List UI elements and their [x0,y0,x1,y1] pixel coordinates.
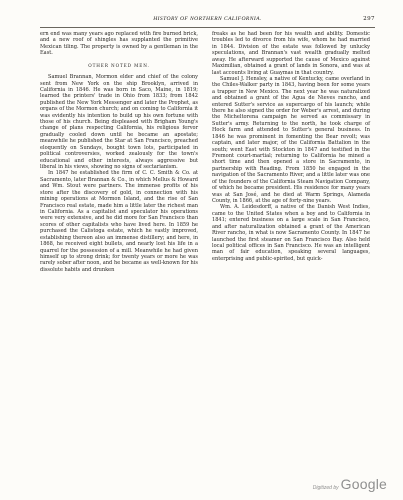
paragraph-leidesdorff: Wm. A. Leidesdorff, a native of the Danish West Indies, came to the United States when a boy and to California in 1841; entered business on a large scale in San Francisco, and after naturalization obtained a grant of the American River rancho, in what is now Sacramento County. In 1847 he launched the first steamer on San Francisco Bay. Also held local political offices in San Francisco. He was an intelligent man of fair education, speaking several languages, enterprising and public-spirited, but quick- [212,204,370,262]
running-head [40,16,375,26]
header-rule [40,27,375,28]
page-number: 297 [363,16,375,22]
right-column [212,31,370,262]
watermark-prefix: Digitized by [312,485,339,491]
paragraph-continuation: ern end was many years ago replaced with fire burned brick, and a new roof of shingles has supplanted the primitive Mexican tiling. The property is owned by a gentleman in the East. [40,31,198,57]
paragraph-continuation-right: freaks as he had been for his wealth and ability. Domestic troubles led to divorce from his wife, whom he had married in 1844. Division of the estate was followed by unlucky speculations, and Brannan's vast wealth gradually melted away. He afterward supported the cause of Mexico against Maximilian, obtained a grant of lands in Sonora, and was at last accounts living at Guaymas in that country. [212,31,370,76]
watermark-brand: Google [340,476,387,492]
paragraph-brannan-firm: In 1847 he established the firm of C. C. Smith & Co. at Sacramento, later Brannan & Co., in which Mellus & Howard and Wm. Stout were partners. The immense profits of his store after the discovery of gold, in connection with his mining operations at Mormon Island, and the rise of San Francisco real estate, made him a little later the richest man in California. As a capitalist and speculator his operations were very extensive, and he did more for San Francisco than scores of other capitalists who have lived here. In 1859 he purchased the Calistoga estate, which he vastly improved, establishing thereon also an immense distillery; and here, in 1868, he received eight bullets, and nearly lost his life in a quarrel for the possession of a mill. Meanwhile he had given himself up to strong drink; for twenty years or more he was rarely sober after noon, and he became as well-known for his dissolute habits and drunken [40,170,198,273]
left-column [40,31,198,273]
running-title: HISTORY OF NORTHERN CALIFORNIA. [153,16,262,22]
paragraph-brannan: Samuel Brannan, Mormon elder and chief of the colony sent from New York on the ship Brooklyn, arrived in California in 1846. He was born in Saco, Maine, in 1819; learned the printers' trade in Ohio from 1833; from 1842 published the New York Messenger and later the Prophet, as organs of the Mormon church; and on coming to California it was evidently his intention to build up his own fortune with those of his church. Being displeased with Brigham Young's change of plans respecting California, his religious fervor gradually cooled down until he became an apostate; meanwhile he published the Star at San Francisco, preached eloquently on Sundays, bought town lots, participated in political controversies, worked zealously for the town's educational and other interests, always aggressive but liberal in his views, showing no signs of sectarianism. [40,74,198,171]
google-watermark [313,476,387,492]
section-heading: OTHER NOTED MEN. [88,62,150,68]
paragraph-hensley: Samuel J. Hensley, a native of Kentucky, came overland in the Chiles-Walker party in 1843, having been for some years a trapper in New Mexico. The next year he was naturalized and obtained a grant of the Agua de Nieves rancho, and entered Sutter's service as supercargo of his launch; while there he also signed the order for Weber's arrest, and during the Micheltorena campaign he served as commissary in Sutter's army. Returning to the north, he took charge of Hock farm and attended to Sutter's general business. In 1846 he was prominent in fomenting the Bear revolt; was captain, and later major, of the California Battalion in the south; went East with Stockton in 1847 and testified in the Fremont court-martial; returning to California he mined a short time and then opened a store in Sacramento, in partnership with Reading. From 1850 he engaged in the navigation of the Sacramento River, and a little later was one of the founders of the California Steam Navigation Company, of which he became president. His residence for many years was at San José, and he died at Warm Springs, Alameda County, in 1866, at the age of forty-nine years. [212,75,370,204]
